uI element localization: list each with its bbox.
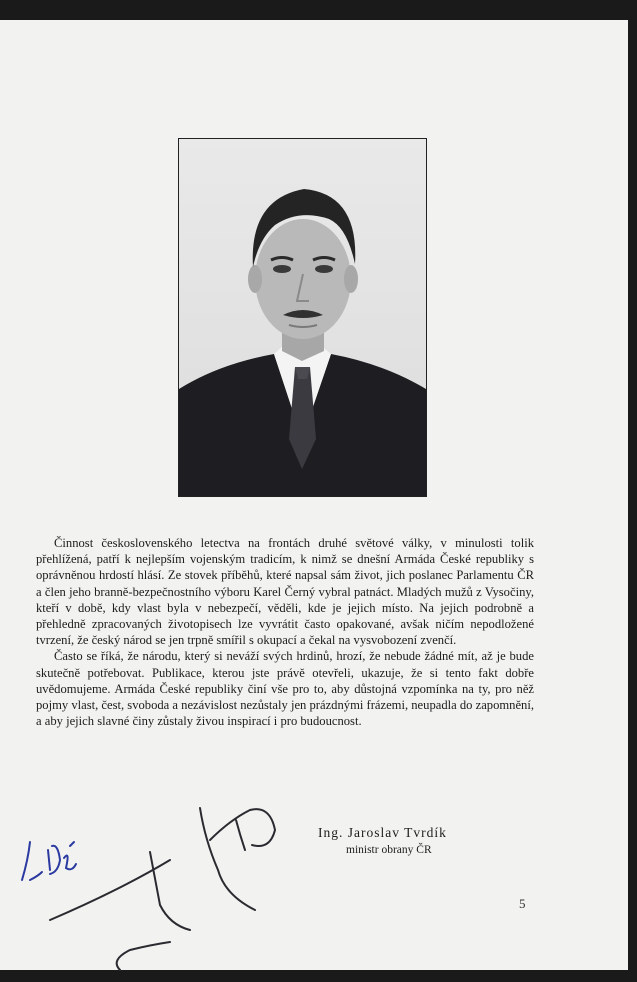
foreword-text [36, 535, 534, 729]
page-number: 5 [519, 896, 526, 911]
author-role: ministr obrany ČR [346, 844, 432, 856]
paragraph-1: Činnost československého letectva na frontách druhé světové války, v minulosti tolik přehlížená, patří k nejlepším vojenským tradicím, k nimž se dnešní Armáda České republiky s oprávněnou hrdostí hlásí. Ze stovek příběhů, které napsal sám život, jich poslanec Parlamentu ČR a člen jeho branně-bezpečnostního výboru Karel Černý vybral patnáct. Mladých mužů z Vysočiny, kteří v době, kdy vlast byla v nebezpečí, věděli, kde je jejich místo. Na jejich podrobně a přehledně zpracovaných životopisech lze vyvrátit často opakované, avšak ničím nepodložené tvrzení, že český národ se jen trpně smířil s okupací a čekal na vysvobození zvenčí. [36, 536, 534, 648]
handwritten-signature [0, 780, 340, 980]
book-page [0, 20, 628, 970]
portrait-illustration [179, 139, 426, 496]
portrait-photo [178, 138, 427, 497]
paragraph-2: Často se říká, že národu, který si neváží svých hrdinů, hrozí, že nebude žádné mít, až je bude skutečně potřebovat. Publikace, kterou jste právě otevřeli, ukazuje, že si tento fakt dobře uvědomujeme. Armáda České republiky činí vše pro to, aby důstojná vzpomínka na ty, pro něž pojmy vlast, čest, svoboda a nezávislost nezůstaly jen prázdnými frázemi, neupadla do zapomnění, a aby jejich slavné činy zůstaly živou inspirací i pro budoucnost. [36, 649, 535, 729]
author-name: Ing. Jaroslav Tvrdík [318, 825, 447, 840]
